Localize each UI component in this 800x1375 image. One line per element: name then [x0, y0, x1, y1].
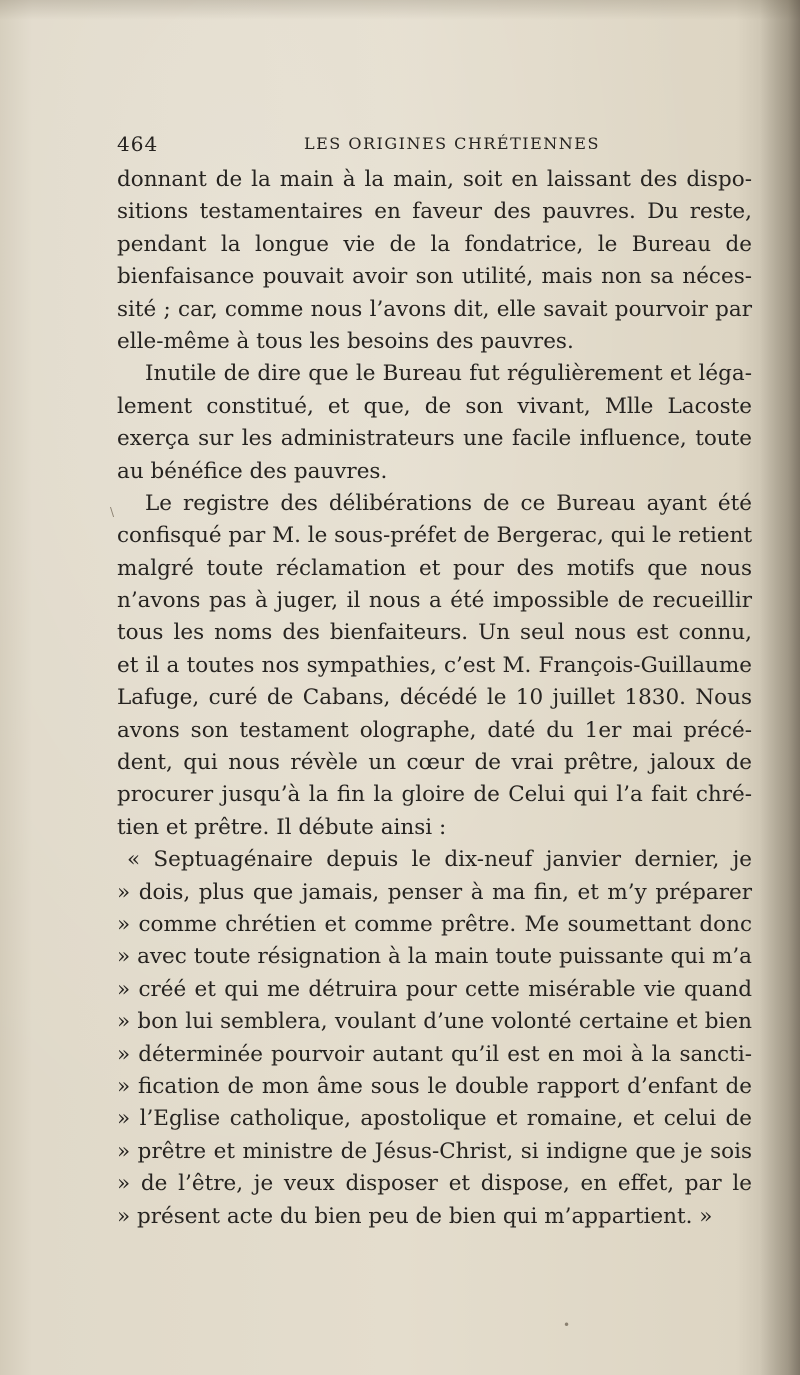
- quote-line: » créé et qui me détruira pour cette misérable vie quand: [117, 976, 752, 1002]
- text-line: pendant la longue vie de la fondatrice, le Bureau de: [117, 231, 752, 257]
- text-line: sitions testamentaires en faveur des pauvres. Du reste,: [117, 199, 752, 225]
- page-number: 464: [117, 132, 159, 156]
- text-line: donnant de la main à la main, soit en laissant des dispo-: [117, 167, 752, 192]
- text-line: et il a toutes nos sympathies, c’est M. François-Guillaume: [117, 652, 752, 678]
- text-line: confisqué par M. le sous-préfet de Bergerac, qui le retient: [117, 523, 753, 549]
- quote-line: » déterminée pourvoir autant qu’il est en moi à la sancti-: [117, 1041, 752, 1067]
- margin-pencil-mark: \: [110, 505, 115, 519]
- text-line: malgré toute réclamation et pour des motifs que nous: [117, 555, 752, 581]
- page-header: [117, 128, 752, 156]
- text-line: exerça sur les administrateurs une facile influence, toute: [117, 426, 752, 452]
- quote-line: » fication de mon âme sous le double rapport d’enfant de: [117, 1073, 752, 1099]
- running-title: LES ORIGINES CHRÉTIENNES: [304, 134, 600, 153]
- text-line: avons son testament olographe, daté du 1er mai précé-: [117, 717, 752, 743]
- text-line: procurer jusqu’à la fin la gloire de Celui qui l’a fait chré-: [117, 782, 752, 808]
- text-line: Inutile de dire que le Bureau fut régulièrement et léga-: [145, 361, 752, 387]
- quote-line: » dois, plus que jamais, penser à ma fin, et m’y préparer: [117, 879, 752, 905]
- quote-line: » bon lui semblera, voulant d’une volonté certaine et bien: [117, 1009, 752, 1035]
- quote-line: » comme chrétien et comme prêtre. Me soumettant donc: [117, 911, 752, 937]
- text-line: sité ; car, comme nous l’avons dit, elle savait pourvoir par: [117, 296, 752, 322]
- text-line: tien et prêtre. Il débute ainsi :: [117, 814, 447, 840]
- text-line: elle-même à tous les besoins des pauvres.: [117, 328, 574, 354]
- quote-line: » avec toute résignation à la main toute puissante qui m’a: [117, 944, 752, 970]
- text-line: Lafuge, curé de Cabans, décédé le 10 juillet 1830. Nous: [117, 685, 752, 711]
- quote-line: » présent acte du bien peu de bien qui m’appartient. »: [117, 1203, 713, 1229]
- quote-line: « Septuagénaire depuis le dix-neuf janvier dernier, je: [127, 847, 752, 873]
- text-line: bienfaisance pouvait avoir son utilité, mais non sa néces-: [117, 264, 752, 290]
- text-line: lement constitué, et que, de son vivant, Mlle Lacoste: [117, 393, 752, 419]
- text-line: tous les noms des bienfaiteurs. Un seul nous est connu,: [117, 620, 752, 646]
- quote-line: » l’Eglise catholique, apostolique et romaine, et celui de: [117, 1106, 752, 1132]
- quote-line: » prêtre et ministre de Jésus-Christ, si indigne que je sois: [117, 1138, 752, 1164]
- quote-line: » de l’être, je veux disposer et dispose, en effet, par le: [117, 1171, 752, 1197]
- text-line: n’avons pas à juger, il nous a été impossible de recueillir: [117, 588, 752, 614]
- text-line: au bénéfice des pauvres.: [117, 458, 388, 484]
- text-line: Le registre des délibérations de ce Bureau ayant été: [145, 490, 752, 516]
- page-binding-shadow: [760, 0, 800, 1375]
- text-line: dent, qui nous révèle un cœur de vrai prêtre, jaloux de: [117, 750, 752, 776]
- page-body: [117, 164, 752, 1233]
- stray-dot-mark: •: [563, 1318, 571, 1332]
- page-top-shadow: [0, 0, 800, 20]
